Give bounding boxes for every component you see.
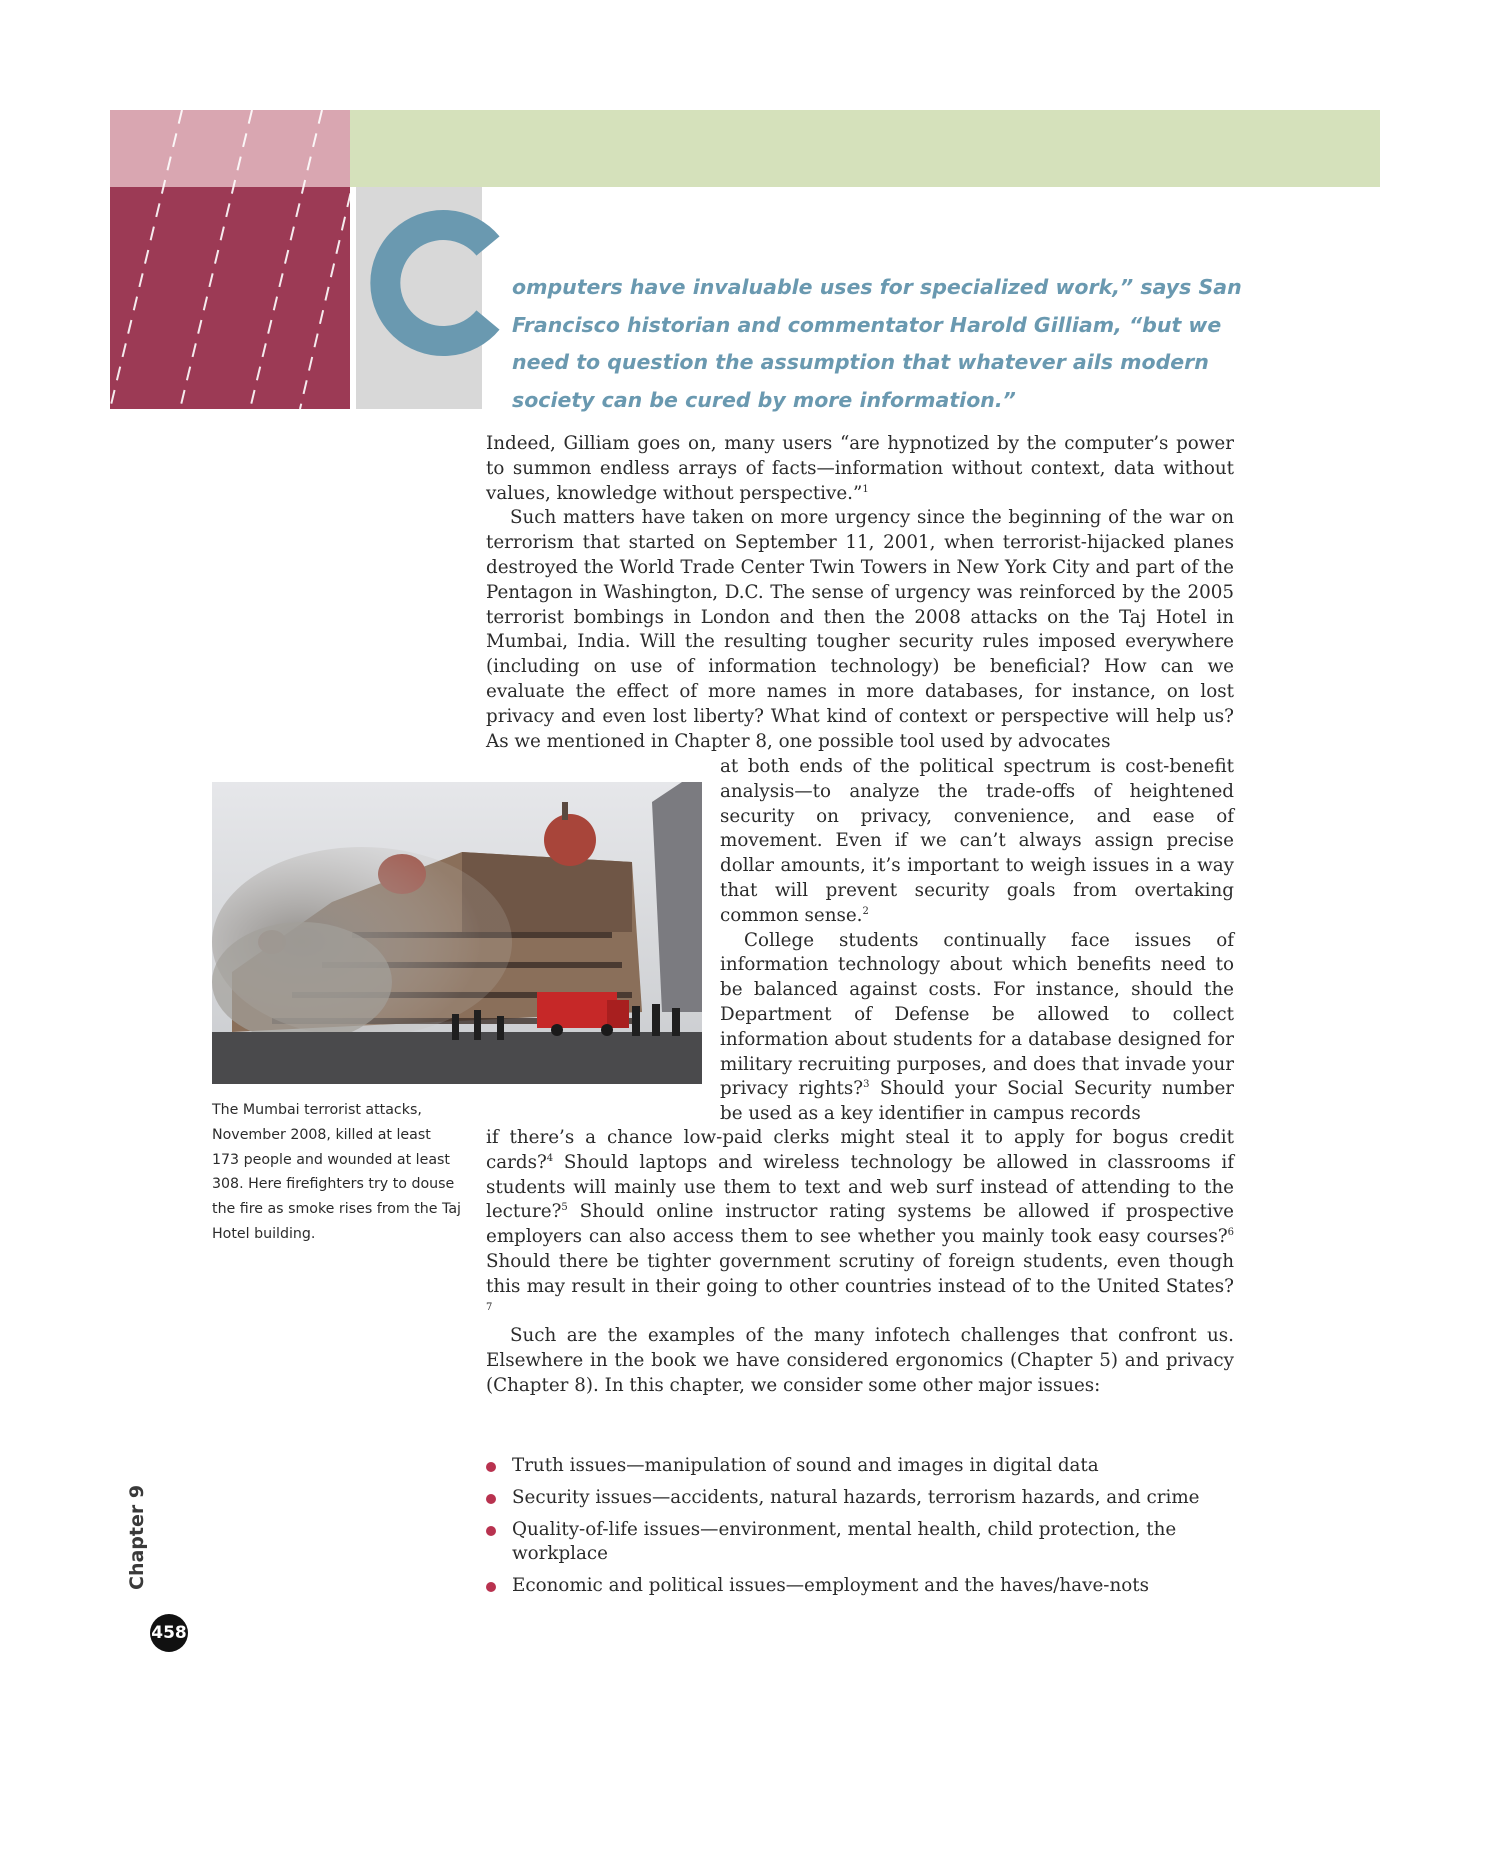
paragraph-1: [486, 432, 1234, 506]
page-number-badge: 458: [150, 1614, 188, 1652]
header-band-green: [350, 110, 1380, 187]
bullet-dot-icon: [486, 1494, 496, 1504]
paragraph-3-f-text: Should there be tighter government scrutiny of foreign students, even though this may result in their going to other countries instead of to the United States?: [486, 1250, 1234, 1297]
pull-quote-text: omputers have invaluable uses for specialized work,” says San Francisco historian and commentator Harold Gilliam, “but we need to question the assumption that whatever ails modern society can be cured by more information.”: [512, 275, 1242, 412]
list-item-text: Security issues—accidents, natural hazards, terrorism hazards, and crime: [512, 1486, 1200, 1508]
list-item: [486, 1454, 1246, 1479]
taj-hotel-photo: [212, 782, 702, 1084]
footnote-ref-4: 4: [546, 1152, 554, 1164]
footnote-ref-6: 6: [1227, 1227, 1234, 1239]
issues-list: [486, 1454, 1246, 1606]
paragraph-2-b: [720, 755, 1234, 929]
paragraph-1-text: Indeed, Gilliam goes on, many users “are hypnotized by the computer’s power to summon endless arrays of facts—information without context, data without values, knowledge without perspective.”: [486, 433, 1234, 504]
footnote-ref-5: 5: [561, 1202, 568, 1214]
list-item: [486, 1486, 1246, 1511]
footnote-ref-3: 3: [863, 1079, 870, 1091]
bullet-dot-icon: [486, 1582, 496, 1592]
list-item-text: Economic and political issues—employment and the haves/have-nots: [512, 1575, 1149, 1597]
pull-quote: [512, 269, 1272, 419]
photo-caption: The Mumbai terrorist attacks, November 2008, killed at least 173 people and wounded at least 308. Here firefighters try to douse the fire as smoke rises from the Taj Hotel building.: [212, 1102, 461, 1242]
drop-cap-c: [370, 208, 510, 358]
list-item-text: Quality-of-life issues—environment, mental health, child protection, the workplace: [512, 1518, 1177, 1565]
body-column-top: [486, 432, 1234, 754]
footnote-ref-1: 1: [862, 483, 869, 495]
paragraph-3-continued: [486, 1126, 1234, 1324]
paragraph-3-e-text: Should online instructor rating systems be allowed if prospective employers can also access them to see whether you mainly took easy courses?: [486, 1201, 1234, 1248]
paragraph-3-c-text: if there’s a chance low-paid clerks might steal it to apply for bogus credit cards?: [486, 1127, 1234, 1173]
body-column-right: [720, 755, 1234, 1127]
footnote-ref-2: 2: [862, 905, 869, 917]
bullet-dot-icon: [486, 1526, 496, 1536]
list-item-text: Truth issues—manipulation of sound and images in digital data: [512, 1455, 1099, 1476]
list-item: [486, 1518, 1246, 1568]
paragraph-3-a: [720, 929, 1234, 1127]
paragraph-4: Such are the examples of the many infotech challenges that confront us. Elsewhere in the book we have considered ergonomics (Chapter 5) and privacy (Chapter 8). In this chapter, we consider some other major issues:: [486, 1325, 1234, 1396]
list-item: [486, 1574, 1246, 1599]
paragraph-2-b-text: at both ends of the political spectrum is cost-benefit analysis—to analyze the trade-offs of heightened security on privacy, convenience, and ease of movement. Even if we can’t always assign precise dollar amounts, it’s important to weigh issues in a way that will prevent security goals from overtaking common sense.: [720, 756, 1234, 926]
chapter-label: Chapter 9: [126, 1484, 148, 1590]
bullet-dot-icon: [486, 1462, 496, 1472]
paragraph-2-a: Such matters have taken on more urgency since the beginning of the war on terrorism that started on September 11, 2001, when terrorist-hijacked planes destroyed the World Trade Center Twin Towers in New York City and part of the Pentagon in Washington, D.C. The sense of urgency was reinforced by the 2005 terrorist bombings in London and then the 2008 attacks on the Taj Hotel in Mumbai, India. Will the resulting tougher security rules imposed everywhere (including on use of information technology) be beneficial? How can we evaluate the effect of more names in more databases, for instance, on lost privacy and even lost liberty? What kind of context or perspective will help us? As we mentioned in Chapter 8, one possible tool used by advocates: [486, 507, 1234, 752]
footnote-ref-7: 7: [486, 1301, 493, 1313]
diagonal-dashes-decoration: [110, 110, 350, 409]
body-column-bottom: [486, 1126, 1234, 1399]
paragraph-3-a-text: College students continually face issues of information technology about which benefits need to be balanced against costs. For instance, should the Department of Defense be allowed to collect information about students for a database designed for military recruiting purposes, and does that invade your privacy rights?: [720, 929, 1234, 1100]
paragraph-3-d-text: Should laptops and wireless technology be allowed in classrooms if students will mainly use them to text and web surf instead of attending to the lecture?: [486, 1151, 1234, 1223]
paragraph-3-b-text: Should your Social Security number be used as a key identifier in campus records: [720, 1078, 1235, 1125]
